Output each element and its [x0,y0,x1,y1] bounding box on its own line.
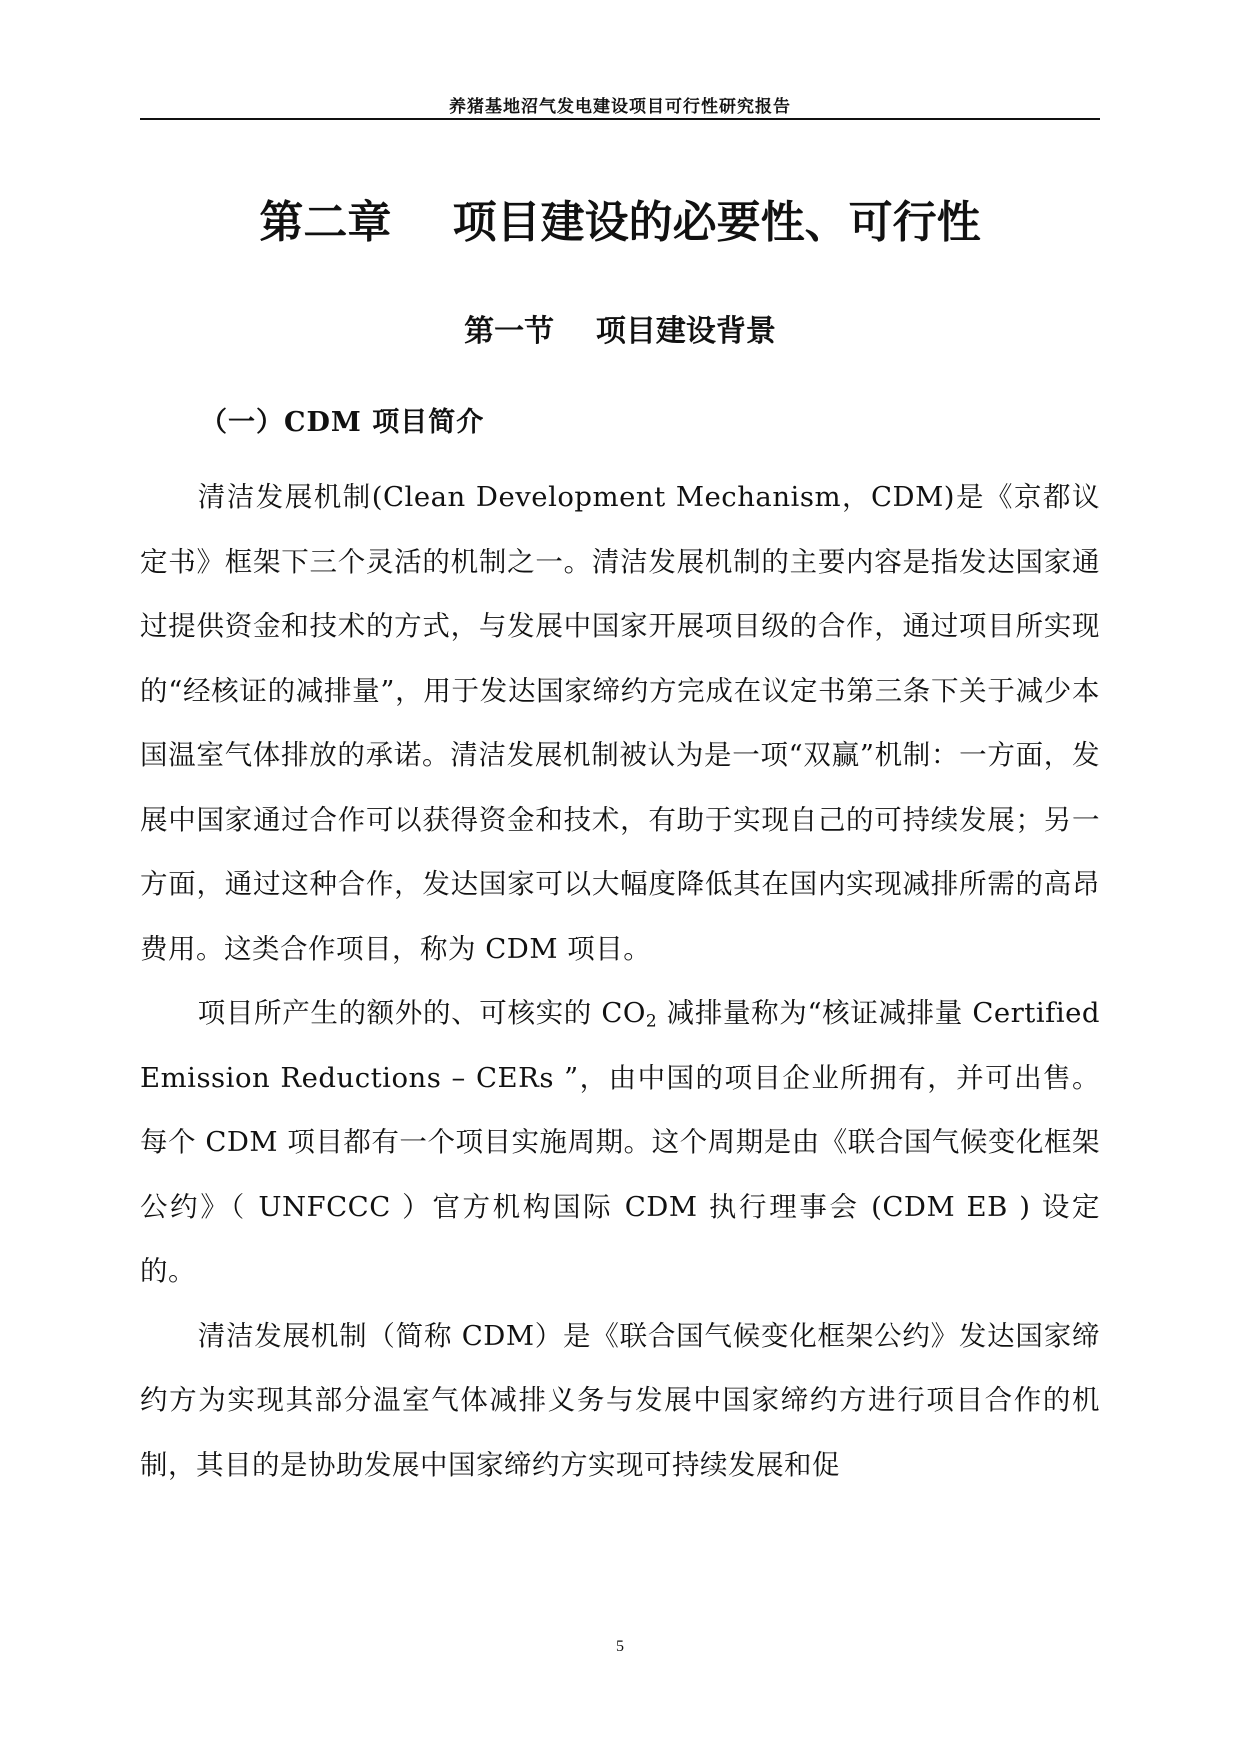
paragraph-cdm-definition: 清洁发展机制(Clean Development Mechanism，CDM)是《京都议定书》框架下三个灵活的机制之一。清洁发展机制的主要内容是指发达国家通过提供资金和技术的方式，与发展中国家开展项目级的合作，通过项目所实现的“经核证的减排量”，用于发达国家缔约方完成在议定书第三条下关于减少本国温室气体排放的承诺。清洁发展机制被认为是一项“双赢”机制：一方面，发展中国家通过合作可以获得资金和技术，有助于实现自己的可持续发展；另一方面，通过这种合作，发达国家可以大幅度降低其在国内实现减排所需的高昂费用。这类合作项目，称为 CDM 项目。 [140,481,1100,965]
section-title: 第一节 项目建设背景 [464,314,776,349]
subsection-title: （一）CDM 项目简介 [200,407,485,438]
page-number: 5 [616,1638,624,1655]
paragraph-cers-part1: 项目所产生的额外的、可核实的 CO [197,997,646,1029]
header-divider [140,118,1100,120]
chapter-title: 第二章 项目建设的必要性、可行性 [259,197,981,248]
paragraph-cers-part2: 减排量称为“核证减排量 Certified Emission Reductions – CERs ”，由中国的项目企业所拥有，并可出售。每个 CDM 项目都有一个项目实施周期。这个周期是由《联合国气候变化框架公约》（ UNFCCC ）官方机构国际 CDM 执行理事会 (CDM EB ) 设定的。 [140,997,1100,1287]
running-header: 养猪基地沼气发电建设项目可行性研究报告 [449,97,791,117]
co2-subscript: 2 [645,1011,658,1032]
paragraph-cers [140,981,1100,1304]
body-text [140,465,1100,1497]
paragraph-cdm-purpose: 清洁发展机制（简称 CDM）是《联合国气候变化框架公约》发达国家缔约方为实现其部分温室气体减排义务与发展中国家缔约方进行项目合作的机制，其目的是协助发展中国家缔约方实现可持续发展和促 [140,1319,1100,1481]
